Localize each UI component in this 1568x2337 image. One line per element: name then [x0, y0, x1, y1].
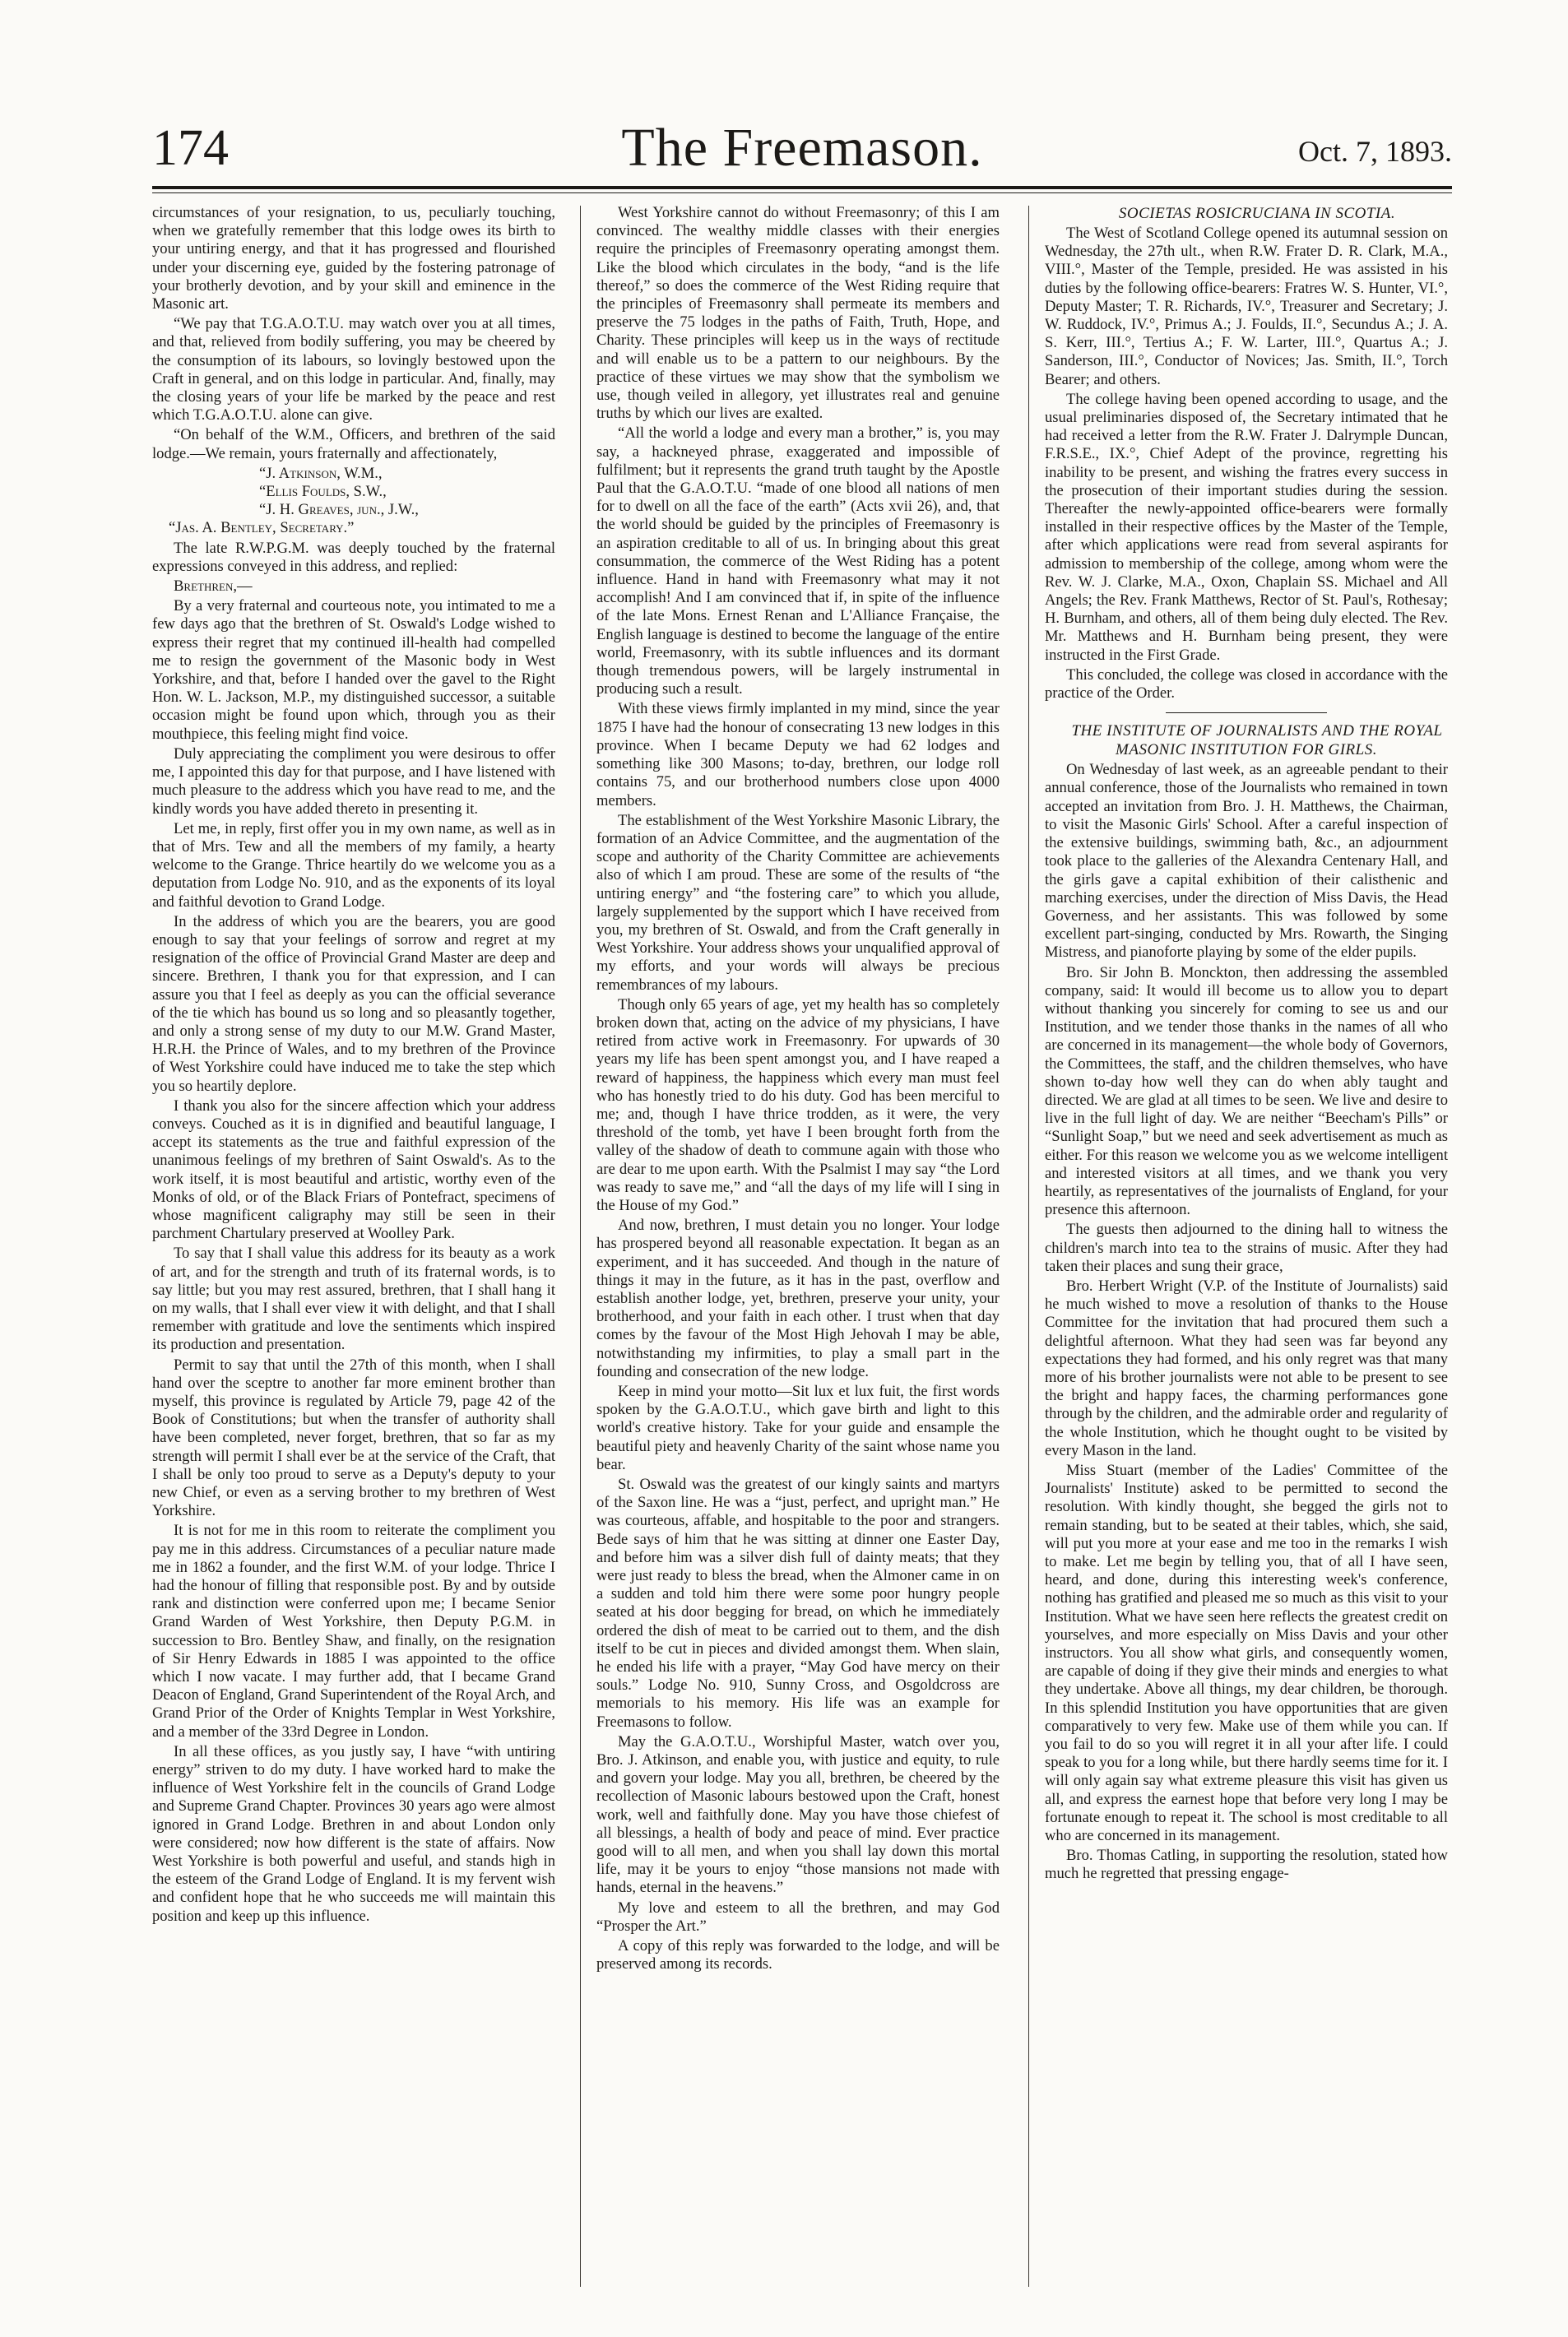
paragraph: The college having been opened according to usage, and the usual preliminaries disposed of, the Secretary intimated that he had received a letter from the R.W. Frater J. Dalrymple Duncan, F.R.S.E., IX.°, Chief Adept of the province, regretting his inability to be present, and wishing the fratres every success in the prosecution of their important studies during the session. Thereafter the newly-appointed office-bearers were formally installed in their respective offices by the Master of the Temple, after which applications were read from several aspirants for admission to membership of the college, among whom were the Rev. W. J. Clarke, M.A., Oxon, Chaplain SS. Michael and All Angels; the Rev. Frank Matthews, Rector of St. Paul's, Rothesay; H. Burnham, and others, all of them being duly elected. The Rev. Mr. Matthews and H. Burnham being present, they were instructed in the First Grade. [1045, 390, 1448, 664]
paragraph: With these views firmly implanted in my mind, since the year 1875 I have had the honour of consecrating 13 new lodges in this province. When I became Deputy we had 62 lodges and something like 300 Masons; to-day, brethren, our lodge roll contains 75, and our brotherhood numbers close upon 4000 members. [596, 700, 1000, 809]
paragraph: Keep in mind your motto—Sit lux et lux fuit, the first words spoken by the G.A.O.T.U., which gave birth and light to this world's creative history. Take for your guide and ensample the beautiful piety and heavenly Charity of the saint whose name you bear. [596, 1383, 1000, 1473]
page-number: 174 [152, 120, 229, 176]
column-left [152, 204, 555, 2293]
paragraph: St. Oswald was the greatest of our kingly saints and martyrs of the Saxon line. He was a “just, perfect, and upright man.” He was courteous, affable, and hospitable to the poor and strangers. Bede says of him that he was sitting at dinner one Easter Day, and before him was a silver dish full of dainty meats; that they were just ready to bless the bread, when the Almoner came in on a sudden and told him there were some poor hungry people seated at his door begging for bread, on which he immediately ordered the dish of meat to be carried out to them, and the dish itself to be cut in pieces and divided amongst them. When slain, he ended his life with a prayer, “May God have mercy on their souls.” Lodge No. 910, Sunny Cross, and Osgoldcross are memorials to his memory. His life was an example for Freemasons to follow. [596, 1476, 1000, 1731]
paragraph: A copy of this reply was forwarded to the lodge, and will be preserved among its records. [596, 1937, 1000, 1973]
paragraph: West Yorkshire cannot do without Freemasonry; of this I am convinced. The wealthy middle classes with their energies require the principles of Freemasonry operating amongst them. Like the blood which circulates in the body, “and is the life thereof,” so does the commerce of the West Riding require that the principles of Freemasonry shall permeate its members and preserve the 75 lodges in the paths of Faith, Truth, Hope, and Charity. These principles will keep us in the ways of rectitude and will enable us to be a pattern to our neighbours. By the practice of these virtues we may show that the symbolism we use, though veiled in allegory, yet illustrates real and genuine truths by which our lives are exalted. [596, 204, 1000, 423]
paragraph: Let me, in reply, first offer you in my own name, as well as in that of Mrs. Tew and all the members of my family, a hearty welcome to the Grange. Thrice heartily do we welcome you as a deputation from Lodge No. 910, and as the exponents of its loyal and faithful devotion to Grand Lodge. [152, 819, 555, 911]
paragraph: The guests then adjourned to the dining hall to witness the children's march into tea to the strains of music. After they had taken their places and sung their grace, [1045, 1221, 1448, 1275]
paragraph: I thank you also for the sincere affection which your address conveys. Couched as it is in dignified and beautiful language, I accept its statements as the true and faithful expression of the unanimous feelings of my brethren of Saint Oswald's. As to the work itself, it is most beautiful and artistic, worthy even of the Monks of old, or of the Black Friars of Pontefract, specimens of whose magnificent caligraphy may still be seen in their parchment Chartulary preserved at Woolley Park. [152, 1097, 555, 1243]
publication-title: The Freemason. [621, 118, 983, 178]
paragraph: My love and esteem to all the brethren, and may God “Prosper the Art.” [596, 1899, 1000, 1935]
paragraph: On Wednesday of last week, as an agreeable pendant to their annual conference, those of the Journalists who remained in town accepted an invitation from Bro. J. H. Matthews, the Chairman, to visit the Masonic Girls' School. After a careful inspection of the extensive buildings, swimming bath, &c., an adjournment took place to the galleries of the Alexandra Centenary Hall, and the girls gave a capital exhibition of their calisthenic and marching exercises, under the direction of Miss Davis, the Head Governess, and her assistants. This was followed by some excellent part-singing, conducted by Mrs. Rowarth, the Singing Mistress, and pianoforte playing by some of the elder pupils. [1045, 761, 1448, 962]
paragraph: “On behalf of the W.M., Officers, and brethren of the said lodge.—We remain, yours fraternally and affectionately, [152, 426, 555, 462]
article-heading: SOCIETAS ROSICRUCIANA IN SCOTIA. [1118, 205, 1396, 222]
paragraph: Bro. Herbert Wright (V.P. of the Institute of Journalists) said he much wished to move a resolution of thanks to the House Committee for the invitation that had procured them such a delightful afternoon. What they had seen was far beyond any expectations they had formed, and his only regret was that many more of his brother journalists were not able to be present to see the bright and happy faces, the charming performances gone through by the children, and the admirable order and regularity of the whole Institution, which he thought ought to be visited by every Mason in the land. [1045, 1277, 1448, 1459]
paragraph: Duly appreciating the compliment you were desirous to offer me, I appointed this day for that purpose, and I have listened with much pleasure to the address which you have read to me, and the kindly words you have added thereto in presenting it. [152, 744, 555, 818]
column-middle [596, 204, 1000, 2293]
signature-line: “J. H. Greaves, jun., J.W., [259, 501, 419, 519]
paragraph: Permit to say that until the 27th of this month, when I shall hand over the sceptre to another far more eminent brother than myself, this province is regulated by Article 79, page 42 of the Book of Constitutions; but when the transfer of authority shall have been completed, never forget, brethren, that so far as my strength will permit I shall ever be at the service of the Craft, that I shall be only too proud to serve as a Deputy's deputy to your new Chief, or even as a serving brother to my brethren of West Yorkshire. [152, 1356, 555, 1520]
masthead [152, 115, 1452, 181]
paragraph: In the address of which you are the bearers, you are good enough to say that your feelings of sorrow and regret at my resignation of the office of Provincial Grand Master are deep and sincere. Brethren, I thank you for that expression, and I can assure you that I feel as deeply as you can the official severance of the tie which has bound us so long and so pleasantly together, and only a strong sense of my duty to our M.W. Grand Master, H.R.H. the Prince of Wales, and to my brethren of the Province of West Yorkshire could have induced me to take the step which you so heartily deplore. [152, 912, 555, 1095]
paragraph: “All the world a lodge and every man a brother,” is, you may say, a hackneyed phrase, exaggerated and impossible of fulfilment; but it represents the grand truth taught by the Apostle Paul that the G.A.O.T.U. “made of one blood all nations of men for to dwell on all the face of the earth” (Acts xvii 26), and, that the world should be guided by the principles of Freemasonry is an aspiration creditable to all of us. In bringing about this great consummation, the commerce of the West Riding has a potent influence. Hand in hand with Freemasonry what may it not accomplish! And I am convinced that if, in spite of the influence of the late Mons. Ernest Renan and L'Alliance Française, the English language is destined to become the language of the entire world, Freemasonry, with its subtle influences and its dormant though tremendous powers, will be largely instrumental in producing such a result. [596, 424, 1000, 698]
paragraph: To say that I shall value this address for its beauty as a work of art, and for the strength and truth of its fraternal words, is to say little; but you may rest assured, brethren, that I shall hang it on my walls, that I shall ever view it with delight, and that I shall remember with gratitude and love the sentiments which inspired its production and presentation. [152, 1245, 555, 1354]
column-divider-2 [1028, 206, 1029, 2287]
paragraph: Miss Stuart (member of the Ladies' Committee of the Journalists' Institute) asked to be permitted to second the resolution. With kindly thought, she begged the girls not to remain standing, but to be seated at their tables, which, she said, will put you more at your ease and me too in the remarks I wish to make. Let me begin by telling you, that of all I have seen, heard, and done, during this interesting week's conference, nothing has gratified and pleased me so much as this visit to your Institution. What we have seen here reflects the greatest credit on yourselves, and more especially on Miss Davis and your other instructors. You all show what girls, and consequently women, are capable of doing if they give their minds and energies to what they undertake. Above all things, my dear children, be thorough. In this splendid Institution you have opportunities that are given comparatively to very few. Make use of them while you can. If you fail to do so you will regret it in all your after life. I could speak to you for a long while, but there hardly seems time for it. I will only again say what extreme pleasure this visit has given us all, and express the earnest hope that before very long I may be fortunate enough to repeat it. The school is most creditable to all who are concerned in its management. [1045, 1462, 1448, 1845]
issue-date: Oct. 7, 1893. [1298, 135, 1452, 168]
column-divider-1 [580, 206, 581, 2287]
salutation: Brethren,— [174, 577, 253, 596]
masthead-rule-thin [152, 192, 1452, 193]
paragraph: In all these offices, as you justly say, I have “with untiring energy” striven to do my duty. I have worked hard to make the influence of West Yorkshire felt in the councils of Grand Lodge and Supreme Grand Chapter. Provinces 30 years ago were almost ignored in Grand Lodge. Brethren in and about London only were considered; now how different is the state of affairs. Now West Yorkshire is both powerful and useful, and stands high in the esteem of the Grand Lodge of England. It is my fervent wish and confident hope that he who succeeds me will maintain this position and keep up this influence. [152, 1742, 555, 1925]
signature-line: “Jas. A. Bentley, Secretary.” [169, 519, 355, 537]
article-separator [1166, 712, 1327, 713]
paragraph: circumstances of your resignation, to us, peculiarly touching, when we gratefully remember that this lodge owes its birth to your untiring energy, and that it has progressed and flourished under your discerning eye, guided by the fostering patronage of your brotherly devotion, and by your skill and eminence in the Masonic art. [152, 204, 555, 313]
signature-line: “Ellis Foulds, S.W., [259, 483, 387, 501]
paragraph: The establishment of the West Yorkshire Masonic Library, the formation of an Advice Committee, and the augmentation of the scope and authority of the Charity Committee are achievements also of which I am proud. These are some of the results of “the untiring energy” and “the fostering care” to which you allude, largely supplemented by the support which I have received from you, my brethren of St. Oswald, and from the Craft generally in West Yorkshire. Your address shows your unqualified approval of my efforts, and your words will always be precious remembrances of my labours. [596, 811, 1000, 994]
paragraph: Though only 65 years of age, yet my health has so completely broken down that, acting on the advice of my physicians, I have retired from active work in Freemasonry. For upwards of 30 years my life has been spent amongst you, and I have reaped a reward of happiness, the happiness which every man must feel who has honestly tried to do his duty. God has been merciful to me; and, though I have thrice trodden, as it were, the very threshold of the tomb, yet have I been brought forth from the valley of the shadow of death to commune again with those who are dear to me upon earth. With the Psalmist I may say “the Lord was ready to save me,” and “all the days of my life will I sing in the House of my God.” [596, 995, 1000, 1214]
paragraph: The late R.W.P.G.M. was deeply touched by the fraternal expressions conveyed in this address, and replied: [152, 539, 555, 575]
paragraph: The West of Scotland College opened its autumnal session on Wednesday, the 27th ult., when R.W. Frater D. R. Clark, M.A., VIII.°, Master of the Temple, presided. He was assisted in his duties by the following office-bearers: Fratres W. S. Hunter, VI.°, Deputy Master; T. R. Richards, IV.°, Treasurer and Secretary; J. W. Ruddock, IV.°, Primus A.; J. Foulds, II.°, Secundus A.; J. A. S. Kerr, III.°, Tertius A.; F. W. Larter, III.°, Quartus A.; J. Sanderson, III.°, Conductor of Novices; Jas. Smith, II.°, Torch Bearer; and others. [1045, 225, 1448, 388]
paragraph: Bro. Sir John B. Monckton, then addressing the assembled company, said: It would ill become us to allow you to depart without thanking you sincerely for coming to see us and our Institution, and we tender those thanks in the names of all who are concerned in its management—the whole body of Governors, the Committees, the staff, and the children themselves, who have shown to-day how well they can do when ably taught and directed. We are glad at all times to be seen. We live and desire to live in the full light of day. We are neither “Beecham's Pills” or “Sunlight Soap,” but we need and seek advertisement as much as either. For this reason we welcome you as we welcome intelligent and interested visitors at all times, and we thank you very heartily, as representatives of the journalists of England, for your presence this afternoon. [1045, 963, 1448, 1219]
signature-line: “J. Atkinson, W.M., [259, 464, 383, 482]
column-right [1045, 204, 1448, 2293]
paragraph: By a very fraternal and courteous note, you intimated to me a few days ago that the brethren of St. Oswald's Lodge wished to express their regret that my continued ill-health had compelled me to resign the government of the Masonic body in West Yorkshire, and that, before I handed over the gavel to the Right Hon. W. L. Jackson, M.P., my distinguished successor, a suitable occasion might be found upon which, through you as their mouthpiece, this feeling might find voice. [152, 597, 555, 743]
paragraph: May the G.A.O.T.U., Worshipful Master, watch over you, Bro. J. Atkinson, and enable you, with justice and equity, to rule and govern your lodge. May you all, brethren, be cheered by the recollection of Masonic labours bestowed upon the Craft, honest work, well and faithfully done. May you have those chiefest of all blessings, a health of body and peace of mind. Ever practice good will to all men, and when you shall lay down this mortal life, may it be yours to enjoy “those mansions not made with hands, eternal in the heavens.” [596, 1732, 1000, 1897]
article-heading: THE INSTITUTE OF JOURNALISTS AND THE ROYAL MASONIC INSTITUTION FOR GIRLS. [1071, 722, 1443, 759]
paragraph: Bro. Thomas Catling, in supporting the resolution, stated how much he regretted that pressing engage- [1045, 1847, 1448, 1883]
paragraph: And now, brethren, I must detain you no longer. Your lodge has prospered beyond all reasonable expectation. It began as an experiment, and it has succeeded. And though in the nature of things it may in the future, as it has in the past, overflow and establish another lodge, yet, brethren, preserve your unity, your brotherhood, and your faith in each other. I trust when that day comes by the favour of the Most High Jehovah I may be able, notwithstanding my infirmities, to play a small part in the founding and consecration of the new lodge. [596, 1217, 1000, 1380]
paragraph: “We pay that T.G.A.O.T.U. may watch over you at all times, and that, relieved from bodily suffering, you may be cheered by the consumption of its labours, so lovingly bestowed upon the Craft in general, and on this lodge in particular. And, finally, may the closing years of your life be marked by the peace and rest which T.G.A.O.T.U. alone can give. [152, 315, 555, 424]
paragraph: It is not for me in this room to reiterate the compliment you pay me in this address. Circumstances of a peculiar nature made me in 1862 a founder, and the first W.M. of your lodge. Thrice I had the honour of filling that responsible post. By and by outside rank and distinction were conferred upon me; I became Senior Grand Warden of West Yorkshire, then Deputy P.G.M. in succession to Bro. Bentley Shaw, and finally, on the resignation of Sir Henry Edwards in 1885 I was appointed to the office which I now vacate. I may further add, that I became Grand Deacon of England, Grand Superintendent of the Royal Arch, and Grand Prior of the Order of Knights Templar in West Yorkshire, and a member of the 33rd Degree in London. [152, 1522, 555, 1741]
paragraph: This concluded, the college was closed in accordance with the practice of the Order. [1045, 665, 1448, 702]
masthead-rule-thick [152, 186, 1452, 189]
